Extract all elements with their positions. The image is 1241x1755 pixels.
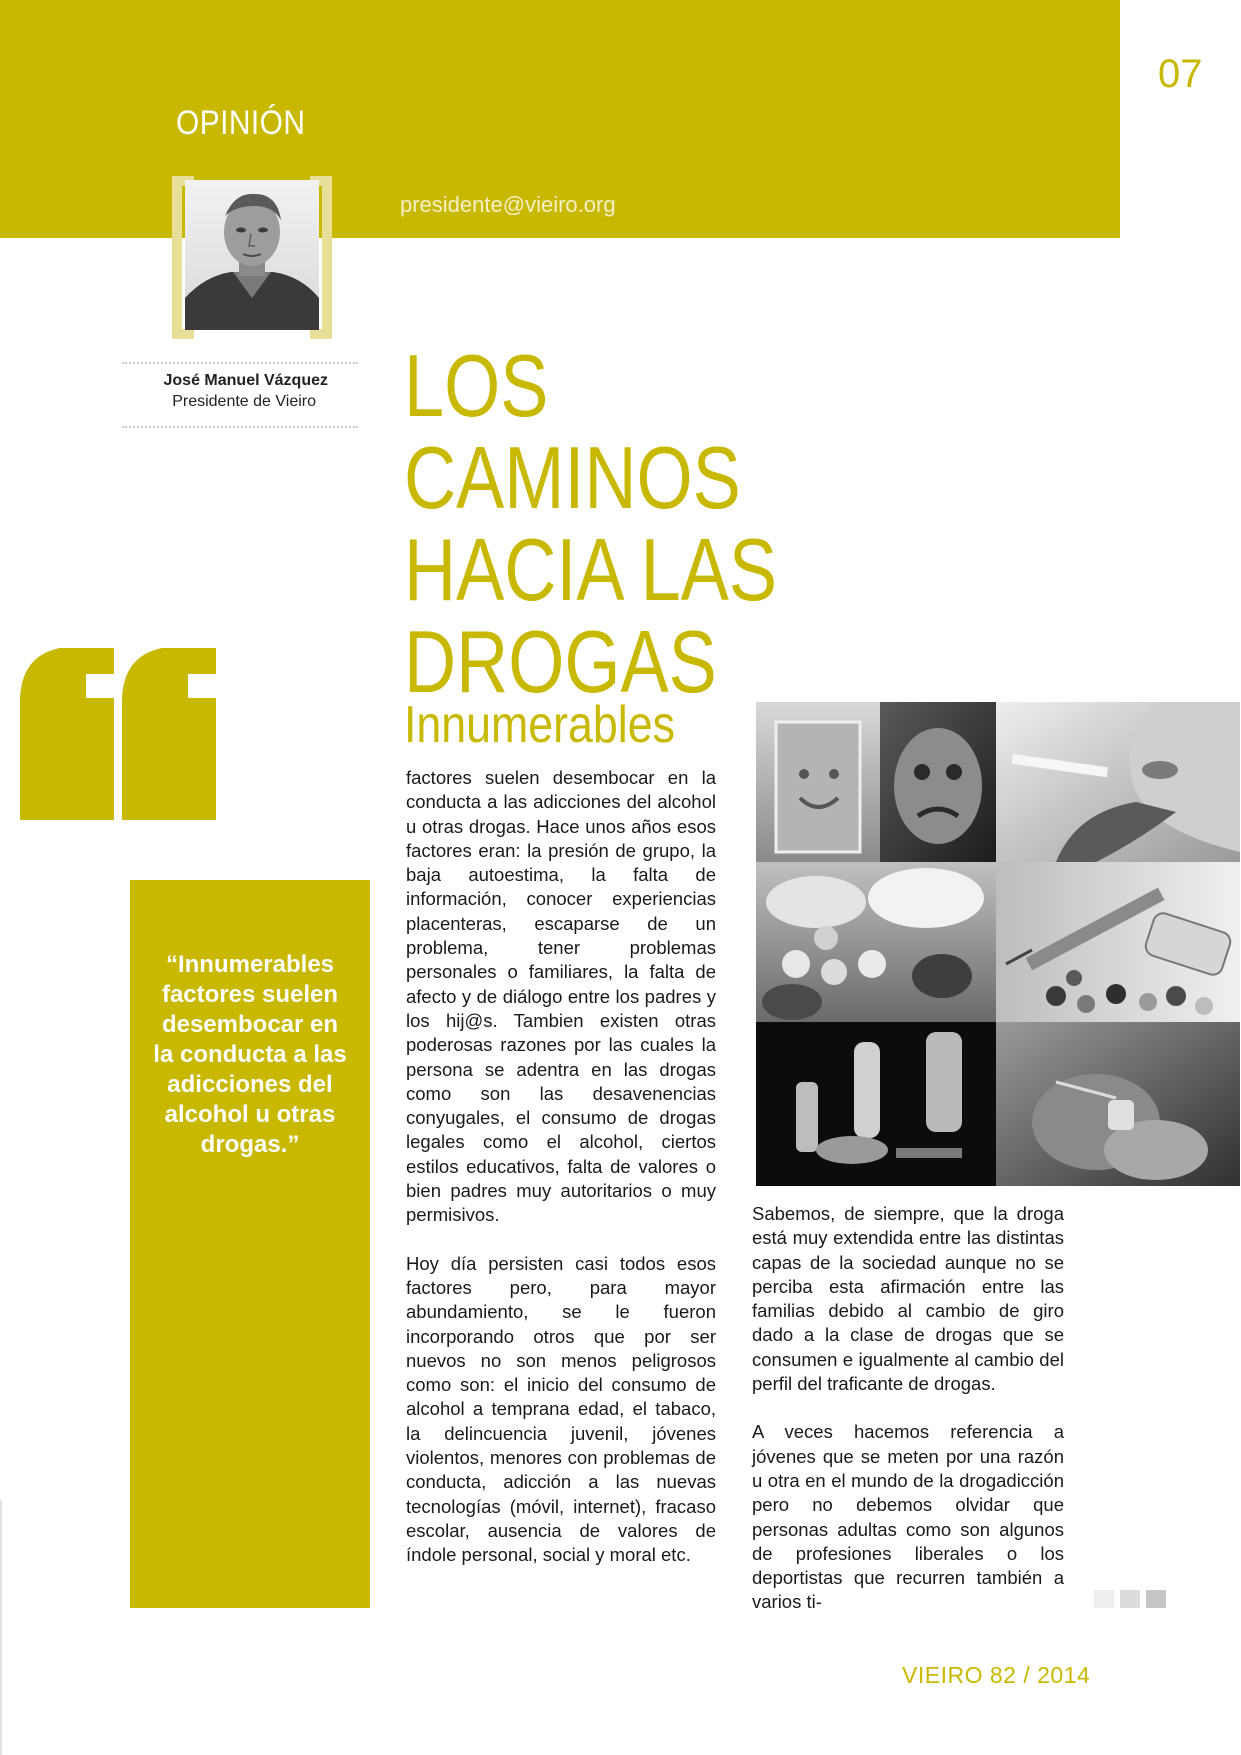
quote-mark-icon <box>8 640 224 835</box>
paragraph: A veces hacemos referencia a jóvenes que se meten por una razón u otra en el mundo de la drogadicción pero no debemos olvidar que personas adultas como son algunos de profesiones liberales o los deportistas que recurren también a varios ti- <box>752 1421 1064 1613</box>
author-email-link[interactable]: presidente@vieiro.org <box>400 192 616 217</box>
pull-quote: “Innumerables factores suelen desembocar en la conducta a las adicciones del alcohol u otras drogas.” <box>153 951 347 1158</box>
author-name: José Manuel Vázquez <box>163 372 328 389</box>
issue-footer: VIEIRO 82 / 2014 <box>902 1662 1091 1688</box>
section-label: OPINIÓN <box>176 104 306 142</box>
portrait-bracket-left <box>172 176 182 339</box>
divider-top <box>122 362 358 364</box>
margin-line <box>0 1500 2 1755</box>
lead-word: Innumerables <box>404 696 675 754</box>
page-number: 07 <box>1158 52 1203 96</box>
author-portrait <box>185 180 319 330</box>
headline-line-3: DROGAS <box>404 612 717 711</box>
headline-line-1: LOS CAMINOS <box>404 336 741 527</box>
page-indicator-square <box>1094 1590 1114 1608</box>
paragraph: factores suelen desembocar en la conducta a las adicciones del alcohol u otras drogas. Hace unos años esos factores eran: la presión de grupo, la baja autoestima, la falta de información, conocer experiencias placenteras, escaparse de un problema, tener problemas personales o familiares, la falta de afecto y de diálogo entre los padres y los hij@s. Tambien existen otras poderosas razones por las cuales la persona se adentra en las drogas como son las desavenencias conyugales, el consumo de drogas legales como el alcohol, ciertos estilos educativos, falta de valores o bien padres muy autoritarios o muy permisivos. <box>406 767 716 1226</box>
author-role: Presidente de Vieiro <box>172 393 316 410</box>
page-indicator-square <box>1120 1590 1140 1608</box>
article-headline <box>404 336 896 711</box>
divider-bottom <box>122 426 358 428</box>
drugs-photo-collage <box>756 702 1240 1186</box>
paragraph: Hoy día persisten casi todos esos factores pero, para mayor abundamiento, se le fueron incorporando otros que por ser nuevos no son menos peligrosos como son: el inicio del consumo de alcohol a temprana edad, el tabaco, la delincuencia juvenil, jóvenes violentos, menores con problemas de conducta, adicción a las nuevas tecnologías (móvil, internet), fracaso escolar, ausencia de valores de índole personal, social y moral etc. <box>406 1252 716 1566</box>
portrait-bracket-right <box>322 176 332 339</box>
article-column-1 <box>406 766 716 1592</box>
paragraph: Sabemos, de siempre, que la droga está muy extendida entre las distintas capas de la sociedad aunque no se perciba esta afirmación entre las familias debido al cambio de giro dado a la clase de drogas que se consumen e igualmente al cambio del perfil del traficante de drogas. <box>752 1203 1064 1395</box>
article-column-2 <box>752 1202 1064 1639</box>
headline-line-2: HACIA LAS <box>404 520 777 619</box>
page-indicator-square <box>1146 1590 1166 1608</box>
